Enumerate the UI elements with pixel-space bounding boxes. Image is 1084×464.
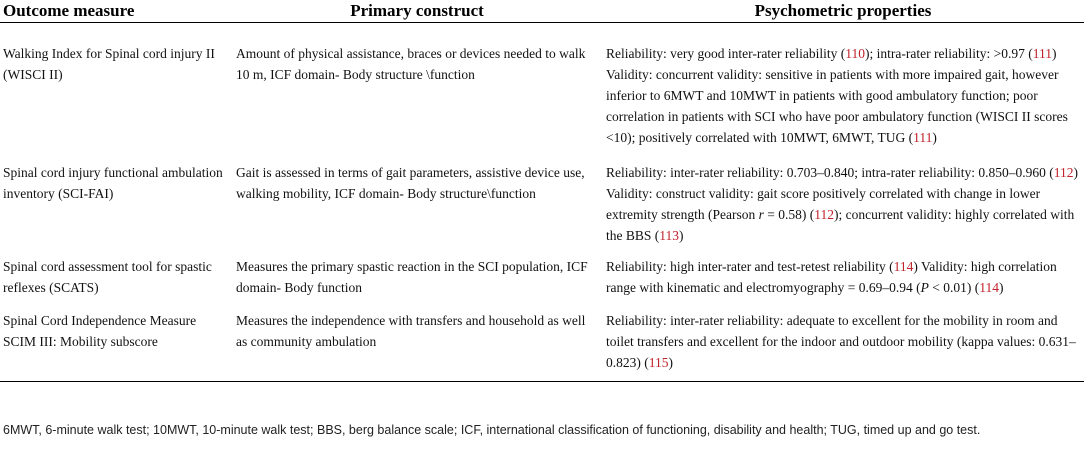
properties-cell bbox=[602, 23, 1084, 163]
construct-cell: Amount of physical assistance, braces or devices needed to walk 10 m, ICF domain- Body structure \function bbox=[236, 46, 586, 82]
properties-text: ) bbox=[999, 280, 1004, 295]
table-footnote: 6MWT, 6-minute walk test; 10MWT, 10-minute walk test; BBS, berg balance scale; ICF, international classification of functioning, disability and health; TUG, timed up and go test. bbox=[3, 423, 981, 437]
reference-link[interactable]: 114 bbox=[893, 259, 914, 274]
properties-text: ) bbox=[932, 130, 937, 145]
reference-link[interactable]: 114 bbox=[979, 280, 1000, 295]
properties-text: ) bbox=[668, 355, 673, 370]
header-psychometric-properties: Psychometric properties bbox=[602, 0, 1084, 23]
properties-cell bbox=[602, 162, 1084, 256]
header-primary-construct: Primary construct bbox=[232, 0, 602, 23]
properties-cell bbox=[602, 310, 1084, 382]
reference-link[interactable]: 115 bbox=[648, 355, 669, 370]
table-row bbox=[0, 162, 1084, 256]
properties-text: Reliability: high inter-rater and test-retest reliability ( bbox=[606, 259, 894, 274]
reference-link[interactable]: 112 bbox=[814, 207, 834, 222]
reference-link[interactable]: 113 bbox=[659, 228, 680, 243]
table-row bbox=[0, 23, 1084, 163]
properties-text: ) bbox=[679, 228, 684, 243]
properties-text: ); concurrent validity: highly correlated with the BBS ( bbox=[606, 207, 1075, 243]
properties-text: ) Validity: construct validity: gait score positively correlated with change in lower extremity strength (Pearson bbox=[606, 165, 1078, 222]
table-row bbox=[0, 256, 1084, 310]
table-row bbox=[0, 310, 1084, 382]
properties-text: Reliability: inter-rater reliability: 0.703–0.840; intra-rater reliability: 0.850–0.960 ( bbox=[606, 165, 1054, 180]
properties-text: < 0.01) ( bbox=[928, 280, 980, 295]
italic-symbol: P bbox=[920, 280, 929, 295]
properties-text: = 0.58) ( bbox=[763, 207, 815, 222]
construct-cell: Measures the independence with transfers and household as well as community ambulation bbox=[232, 310, 602, 382]
reference-link[interactable]: 111 bbox=[1032, 46, 1052, 61]
properties-cell bbox=[602, 256, 1084, 310]
construct-cell: Gait is assessed in terms of gait parameters, assistive device use, walking mobility, ICF domain- Body structure\function bbox=[236, 165, 585, 201]
measure-cell: Spinal cord injury functional ambulation inventory (SCI-FAI) bbox=[3, 165, 223, 201]
measure-cell: Spinal Cord Independence Measure SCIM III: Mobility subscore bbox=[0, 310, 232, 382]
properties-text: ); intra-rater reliability: >0.97 ( bbox=[865, 46, 1033, 61]
reference-link[interactable]: 111 bbox=[913, 130, 933, 145]
properties-text: ) Validity: high correlation range with kinematic and electromyography = 0.69–0.94 ( bbox=[606, 259, 1057, 295]
properties-text: ) Validity: concurrent validity: sensitive in patients with more impaired gait, however inferior to 6MWT and 10MWT in patients with good ambulatory function; poor correlation in patients with SCI who have poor ambulatory function (WISCI II scores <10); positively correlated with 10MWT, 6MWT, TUG ( bbox=[606, 46, 1068, 145]
reference-link[interactable]: 110 bbox=[845, 46, 866, 61]
construct-cell: Measures the primary spastic reaction in the SCI population, ICF domain- Body function bbox=[236, 259, 588, 295]
properties-text: Reliability: very good inter-rater reliability ( bbox=[606, 46, 846, 61]
header-outcome-measure: Outcome measure bbox=[0, 0, 232, 23]
measure-cell: Spinal cord assessment tool for spastic reflexes (SCATS) bbox=[3, 259, 212, 295]
italic-symbol: r bbox=[758, 207, 764, 222]
header-row bbox=[0, 0, 1084, 23]
reference-link[interactable]: 112 bbox=[1053, 165, 1074, 180]
measure-cell: Walking Index for Spinal cord injury II (WISCI II) bbox=[3, 46, 215, 82]
properties-text: Reliability: inter-rater reliability: adequate to excellent for the mobility in room and toilet transfers and excellent for the indoor and outdoor mobility (kappa values: 0.631–0.823) ( bbox=[606, 313, 1076, 370]
